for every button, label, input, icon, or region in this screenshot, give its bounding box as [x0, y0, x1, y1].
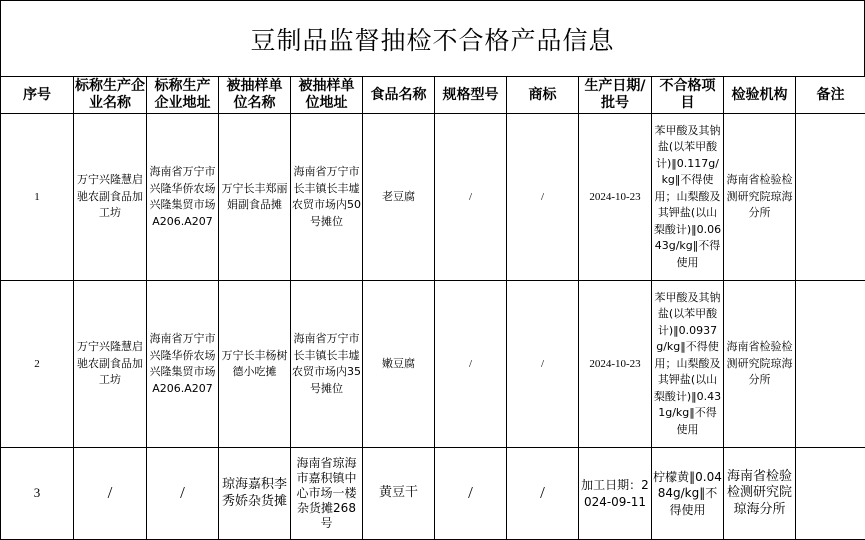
header-cell: 食品名称 — [363, 77, 435, 114]
header-row — [1, 77, 865, 114]
header-cell: 被抽样单位名称 — [219, 77, 291, 114]
sampled-unit-address: 海南省万宁市长丰镇长丰墟农贸市场内50号摊位 — [291, 114, 363, 281]
row-number: 1 — [1, 114, 74, 281]
row-number: 2 — [1, 281, 74, 448]
producer-address: / — [147, 448, 219, 540]
header-cell: 备注 — [796, 77, 865, 114]
table-row — [1, 114, 865, 281]
producer-name: 万宁兴隆慧启驰农副食品加工坊 — [74, 281, 147, 448]
header-cell: 被抽样单位地址 — [291, 77, 363, 114]
header-cell: 检验机构 — [724, 77, 796, 114]
title-bar — [0, 0, 865, 76]
remark — [796, 114, 865, 281]
header-cell: 序号 — [1, 77, 74, 114]
header-cell: 标称生产企业名称 — [74, 77, 147, 114]
producer-address: 海南省万宁市兴隆华侨农场兴隆集贸市场A206.A207 — [147, 114, 219, 281]
sampled-unit-address: 海南省万宁市长丰镇长丰墟农贸市场内35号摊位 — [291, 281, 363, 448]
header-cell: 生产日期/批号 — [579, 77, 652, 114]
sampled-unit-name: 万宁长丰杨树德小吃摊 — [219, 281, 291, 448]
header-cell: 标称生产企业地址 — [147, 77, 219, 114]
spec-model: / — [435, 281, 507, 448]
remark — [796, 448, 865, 540]
food-name: 老豆腐 — [363, 114, 435, 281]
sampled-unit-name: 万宁长丰郑丽娟副食品摊 — [219, 114, 291, 281]
page-title: 豆制品监督抽检不合格产品信息 — [250, 25, 615, 55]
noncompliant-items: 苯甲酸及其钠盐(以苯甲酸计)‖0.117g/kg‖不得使用；山梨酸及其钾盐(以山梨酸计)‖0.0643g/kg‖不得使用 — [652, 114, 724, 281]
food-name: 嫩豆腐 — [363, 281, 435, 448]
header-cell: 规格型号 — [435, 77, 507, 114]
table-row — [1, 448, 865, 540]
spec-model: / — [435, 448, 507, 540]
production-date: 2024-10-23 — [579, 114, 652, 281]
production-date: 2024-10-23 — [579, 281, 652, 448]
production-date: 加工日期：2024-09-11 — [579, 448, 652, 540]
header-cell: 不合格项目 — [652, 77, 724, 114]
food-name: 黄豆干 — [363, 448, 435, 540]
row-number: 3 — [1, 448, 74, 540]
noncompliant-items: 苯甲酸及其钠盐(以苯甲酸计)‖0.0937g/kg‖不得使用；山梨酸及其钾盐(以山梨酸计)‖0.431g/kg‖不得使用 — [652, 281, 724, 448]
inspection-agency: 海南省检验检测研究院琼海分所 — [724, 448, 796, 540]
noncompliant-items: 柠檬黄‖0.0484g/kg‖不得使用 — [652, 448, 724, 540]
producer-name: 万宁兴隆慧启驰农副食品加工坊 — [74, 114, 147, 281]
remark — [796, 281, 865, 448]
spec-model: / — [435, 114, 507, 281]
producer-address: 海南省万宁市兴隆华侨农场兴隆集贸市场A206.A207 — [147, 281, 219, 448]
inspection-agency: 海南省检验检测研究院琼海分所 — [724, 114, 796, 281]
brand: / — [507, 114, 579, 281]
noncompliant-products-table — [0, 76, 865, 540]
header-cell: 商标 — [507, 77, 579, 114]
sampled-unit-address: 海南省琼海市嘉积镇中心市场一楼杂货摊268号 — [291, 448, 363, 540]
brand: / — [507, 281, 579, 448]
brand: / — [507, 448, 579, 540]
sampled-unit-name: 琼海嘉积李秀娇杂货摊 — [219, 448, 291, 540]
table-row — [1, 281, 865, 448]
inspection-agency: 海南省检验检测研究院琼海分所 — [724, 281, 796, 448]
producer-name: / — [74, 448, 147, 540]
